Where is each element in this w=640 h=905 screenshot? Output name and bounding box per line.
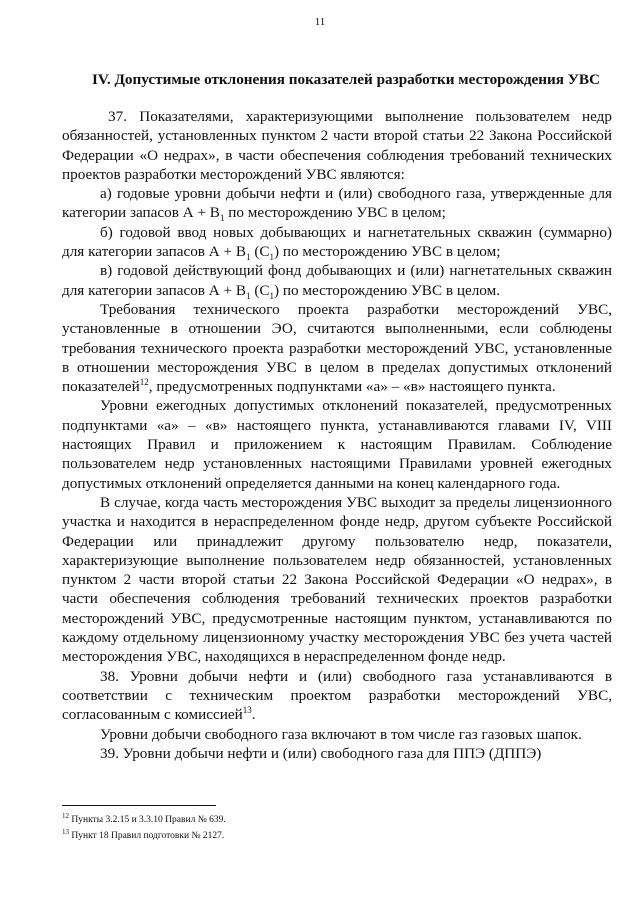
- footnote-mark: 13: [62, 827, 69, 836]
- subscript: 1: [269, 252, 275, 263]
- list-item-b: [62, 223, 612, 262]
- item-c-tail: ) по месторождению УВС в целом.: [274, 281, 500, 299]
- paragraph-text: 39. Уровни добычи нефти и (или) свободного газа для ППЭ (ДППЭ): [100, 744, 542, 762]
- footnote-text: Пункт 18 Правил подготовки № 2127.: [69, 831, 225, 841]
- paragraph-37-intro: [62, 107, 612, 184]
- footnote-ref-12[interactable]: 12: [139, 377, 149, 388]
- subscript: 1: [246, 252, 251, 263]
- list-item-a: [62, 184, 612, 223]
- item-c-mid: (С: [250, 281, 270, 299]
- footnote-text: Пункты 3.2.15 и 3.3.10 Правил № 639.: [69, 815, 226, 825]
- document-body: [62, 70, 612, 763]
- paragraph-gas-caps: [62, 725, 612, 744]
- item-c-text: в) годовой действующий фонд добывающих и (или) нагнетательных скважин для категории запасов А + В: [62, 262, 612, 299]
- footnote-13: [62, 828, 612, 844]
- item-a-tail: по месторождению УВС в целом;: [224, 204, 446, 222]
- paragraph-39: [62, 744, 612, 763]
- subscript: 1: [246, 290, 251, 301]
- paragraph-text: Требования технического проекта разработки месторождений УВС, установленные в отношении ЭО, считаются выполненными, если соблюдены требования технического проекта разработки месторождений УВС, установленные в отношении месторождения УВС в целом в пределах допустимых отклонений показателей: [62, 300, 612, 396]
- footnote-separator: [62, 805, 216, 806]
- item-a-text: а) годовые уровни добычи нефти и (или) свободного газа, утвержденные для категории запасов А + В: [62, 185, 612, 222]
- footnotes: [62, 812, 612, 844]
- list-item-c: [62, 261, 612, 300]
- paragraph-levels: [62, 396, 612, 492]
- subscript: 1: [219, 213, 225, 224]
- paragraph-requirements: [62, 300, 612, 396]
- paragraph-tail: .: [251, 706, 256, 724]
- paragraph-text: Уровни ежегодных допустимых отклонений показателей, предусмотренных подпунктами «а» – «в» настоящего пункта, устанавливаются главами IV, VIII настоящих Правил и приложением к настоящим Правилам. Соблюдение пользователем недр установленных настоящими Правилами уровней ежегодных допустимых отклонений определяется данными на конец календарного года.: [62, 397, 612, 492]
- paragraph-case: [62, 493, 612, 667]
- footnote-12: [62, 812, 612, 828]
- paragraph-text: 37. Показателями, характеризующими выполнение пользователем недр обязанностей, установленных пунктом 2 части второй статьи 22 Закона Российской Федерации «О недрах», в части обеспечения соблюдения требований технических проектов разработки месторождений УВС являются:: [62, 108, 612, 183]
- paragraph-text: В случае, когда часть месторождения УВС выходит за пределы лицензионного участка и находится в нераспределенном фонде недр, другом субъекте Российской Федерации или принадлежит другому пользователю недр, показатели, характеризующие выполнение пользователем недр обязанностей, установленных пунктом 2 части второй статьи 22 Закона Российской Федерации «О недрах», в части обеспечения соблюдения требований технических проектов разработки месторождений УВС, предусмотренные настоящим пунктом, устанавливаются по каждому отдельному лицензионному участку месторождения УВС без учета частей месторождения УВС, находящихся в нераспределенном фонде недр.: [62, 493, 612, 666]
- section-heading: IV. Допустимые отклонения показателей разработки месторождения УВС: [91, 71, 601, 88]
- page-number: 11: [314, 16, 326, 28]
- paragraph-tail: , предусмотренных подпунктами «а» – «в» настоящего пункта.: [148, 378, 556, 396]
- paragraph-text: 38. Уровни добычи нефти и (или) свободного газа устанавливаются в соответствии с техническим проектом разработки месторождений УВС, согласованным с комиссией: [62, 667, 612, 724]
- item-b-text: б) годовой ввод новых добывающих и нагнетательных скважин (суммарно) для категории запасов А + В: [62, 223, 612, 261]
- paragraph-38: [62, 667, 612, 725]
- footnote-mark: 12: [62, 811, 69, 820]
- item-b-tail: ) по месторождению УВС в целом;: [274, 243, 501, 261]
- subscript: 1: [269, 290, 275, 301]
- paragraph-text: Уровни добычи свободного газа включают в том числе газ газовых шапок.: [100, 725, 582, 743]
- item-b-mid: (С: [250, 243, 270, 261]
- footnote-ref-13[interactable]: 13: [242, 705, 252, 716]
